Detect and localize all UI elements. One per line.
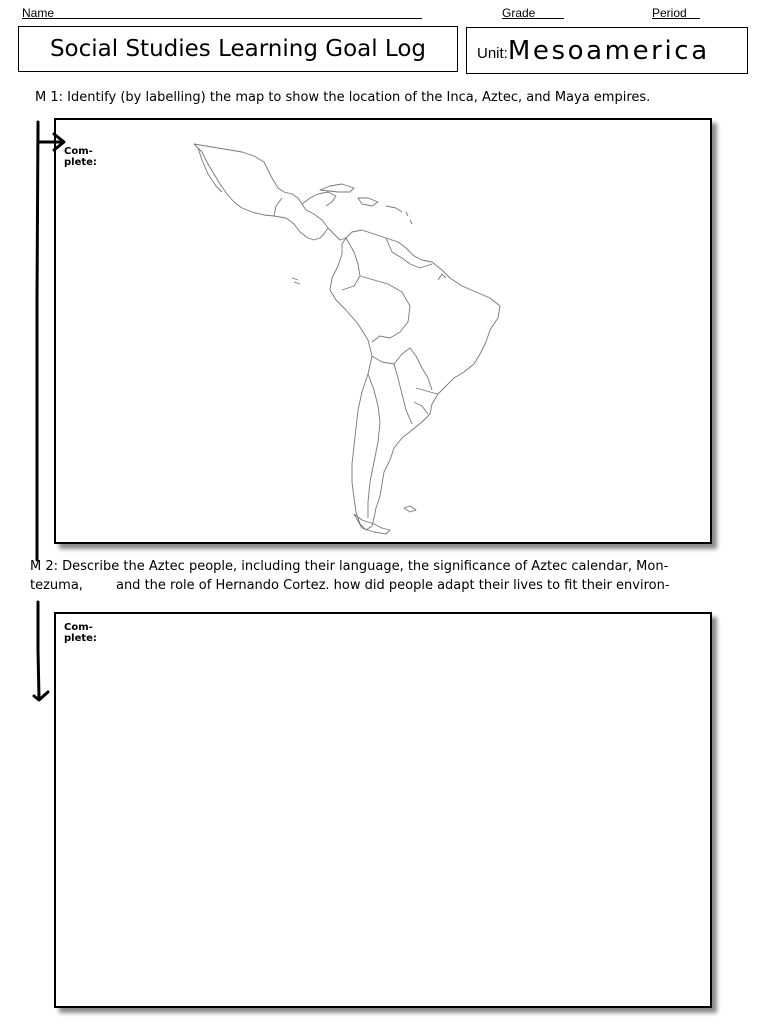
complete-label-line1: Com- [64,622,93,633]
goal-m1-text: M 1: Identify (by labelling) the map to show the location of the Inca, Aztec, and Maya empires. [35,90,651,105]
unit-label: Unit: [477,45,508,62]
goal-m2-text-line2: tezuma, and the role of Hernando Cortez. how did people adapt their lives to fit their environ- [30,578,670,593]
goal-m2-text-line1: M 2: Describe the Aztec people, including their language, the significance of Aztec calendar, Mon- [30,559,669,574]
unit-value: Mesoamerica [507,35,710,66]
complete-label-line2: plete: [64,633,97,644]
complete-label-line1: Com- [64,146,93,157]
name-label: Name [22,6,55,20]
page-title: Social Studies Learning Goal Log [49,36,427,62]
complete-label-line2: plete: [64,157,97,168]
period-label: Period [652,6,687,20]
grade-label: Grade [502,6,536,20]
